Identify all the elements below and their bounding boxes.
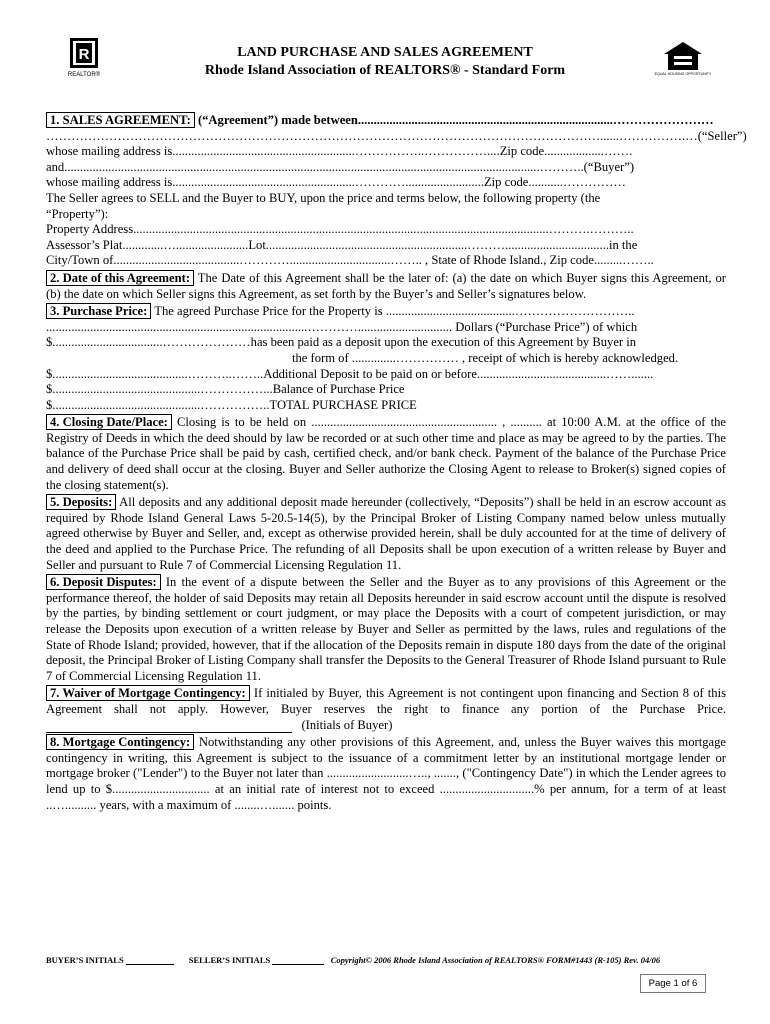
section-6-heading: 6. Deposit Disputes: — [46, 574, 161, 590]
section-5-heading: 5. Deposits: — [46, 494, 116, 510]
page-number: 1 — [673, 978, 679, 989]
section-5-text: All deposits and any additional deposit made hereunder (collectively, “Deposits”) shall be held in an escrow account as required by Rhode Island General Laws 5-20.5-14(5), by the Principal Broker of Listing Company named below unless mutually agreed otherwise by Buyer and Seller, and, except as otherwise provided herein, shall be duly accounted for at the time of delivery of the deed and applied to the Purchase Price. The refunding of all Deposits shall be upon execution of a written release by Buyer and Seller and pursuant to Rule 7 of Commercial Licensing Regulation 11. — [46, 495, 726, 572]
assessors-plat-field[interactable]: Assessor’s Plat.............….......................Lot................................................................……….................................in the — [46, 237, 638, 252]
section-7 — [46, 685, 726, 733]
additional-deposit-field[interactable]: $...........................................………..……..Additional Deposit to be paid on or before.........................................……....... — [46, 366, 654, 381]
equal-housing-logo-text: EQUAL HOUSING OPPORTUNITY — [654, 72, 712, 76]
property-address-field[interactable]: Property Address....................................................................................................................................……….……….. — [46, 222, 634, 237]
section-1-terms: The Seller agrees to SELL and the Buyer to BUY, upon the price and terms below, the following property (the — [46, 190, 601, 205]
document-subtitle: Rhode Island Association of REALTORS® - Standard Form — [204, 63, 566, 78]
section-2-heading: 2. Date of this Agreement: — [46, 270, 194, 286]
buyer-name-field[interactable]: and.......................................................................................................................................................………..(“Buyer”) — [46, 159, 635, 174]
balance-field[interactable]: $...............................................……………...Balance of Purchase Price — [46, 382, 405, 397]
section-4-heading: 4. Closing Date/Place: — [46, 414, 172, 430]
section-7-heading: 7. Waiver of Mortgage Contingency: — [46, 685, 250, 701]
section-8-text: Notwithstanding any other provisions of this Agreement, and, unless the Buyer waives this mortgage contingency in writing, this Agreement is subject to the issuance of a commitment letter by an institutional mortgage lender or mortgage broker ("Lender") to the Buyer not later than ..........................….., ......., ("Contingency Date") in which the Lender agrees to lend up to $............................... at an initial rate of interest not to exceed ..............................% per annum, for a term of at least ..….......... years, with a maximum of ........…....... points. — [46, 735, 726, 812]
deposit-amount-field[interactable]: $...................................…………………has been paid as a deposit upon the execution of this Agreement by Buyer in — [46, 335, 637, 350]
page-indicator — [640, 974, 706, 993]
city-town-field[interactable]: City/Town of........................................…………................................…….. , State of Rhode Island., Zip code.........…….. — [46, 253, 654, 268]
buyer-initials-waiver-field[interactable] — [46, 720, 292, 733]
section-8-heading: 8. Mortgage Contingency: — [46, 734, 194, 750]
initials-of-buyer-label: (Initials of Buyer) — [301, 717, 393, 732]
realtor-logo-text: REALTOR® — [67, 72, 101, 78]
section-2-text: The Date of this Agreement shall be the later of: (a) the date on which Buyer signs this Agreement, or (b) the date on which Seller signs this Agreement, as set forth by the Buyer’s and Seller’s signatures below. — [46, 270, 727, 301]
section-8 — [46, 734, 726, 813]
section-4-text: Closing is to be held on ........................................................... , .......... at 10:00 A.M. at the office of the Registry of Deeds in which the deed should by law be recorded or at such other time and place as may be agreed to by the parties. The balance of the Purchase Price shall be paid by cash, certified check, and/or bank check. Payment of the balance of the Purchase Price and delivery of deed shall occur at the closing. Buyer and Seller authorize the Closing Agent to release to Broker(s) signed copies of the closing statement(s). — [46, 415, 726, 492]
section-2 — [46, 270, 726, 302]
section-3-heading: 3. Purchase Price: — [46, 303, 151, 319]
copyright-notice: Copyright© 2006 Rhode Island Association of REALTORS® FORM#1443 (R-105) Rev. 04/06 — [330, 955, 661, 965]
deposit-form-field[interactable]: the form of ..............…………… , receipt of which is hereby acknowledged. — [292, 350, 679, 365]
section-1-text[interactable]: (“Agreement”) made between.................................................................................…………………… — [197, 113, 714, 127]
document-header — [0, 44, 770, 80]
total-price-field[interactable]: $...............................................……………..TOTAL PURCHASE PRICE — [46, 397, 417, 412]
page-footer — [46, 955, 736, 965]
seller-initials-field[interactable] — [272, 955, 324, 965]
seller-initials-label: SELLER’S INITIALS — [188, 955, 271, 965]
of-label: of — [681, 978, 690, 989]
section-1-heading: 1. SALES AGREEMENT: — [46, 112, 195, 128]
purchase-price-words-field[interactable]: ...................................................................................………….............................. Dollars (“Purchase Price”) of which — [46, 319, 638, 334]
section-6-text: In the event of a dispute between the Seller and the Buyer as to any provisions of this Agreement or the performance thereof, the holder of said Deposits may retain all Deposits hereunder in said escrow account until the dispute is resolved by the parties, by binding settlement or court judgment, or may place the Deposits with a court of competent jurisdiction, or may release the Deposits upon execution of a written release by Buyer and Seller as permitted by the laws, rules and regulations of the State of Rhode Island; provided, however, that if the allocation of the Deposits remain in dispute 180 days from the date of the original deposit, the Principal Broker of Listing Company shall transfer the Deposits to the General Treasurer of Rhode Island pursuant to Rule 7 of Commercial Licensing Regulation 11. — [46, 575, 726, 683]
page-total: 6 — [692, 978, 698, 989]
document-title: LAND PURCHASE AND SALES AGREEMENT — [237, 45, 533, 60]
agreement-body — [46, 112, 747, 813]
section-5 — [46, 494, 726, 573]
section-4 — [46, 414, 726, 493]
buyer-initials-label: BUYER’S INITIALS — [46, 955, 124, 965]
page-label: Page — [648, 978, 671, 989]
section-7-text: If initialed by Buyer, this Agreement is not contingent upon financing and Section 8 of this Agreement shall not apply. However, Buyer reserves the right to finance any portion of the Purchase Price. — [46, 686, 727, 716]
svg-text:R: R — [78, 46, 90, 63]
section-1-line-1 — [46, 112, 726, 129]
buyer-address-field[interactable]: whose mailing address is..........................................................………….........................Zip code...........…………… — [46, 175, 626, 190]
section-6 — [46, 574, 726, 684]
purchase-price-field[interactable]: The agreed Purchase Price for the Property is .........................................……………………….. — [154, 304, 635, 319]
buyer-initials-field[interactable] — [126, 955, 174, 965]
section-1-property-label: “Property”): — [46, 206, 109, 221]
seller-address-field[interactable]: whose mailing address is..........................................................……………..……………....Zip code...................……. — [46, 144, 633, 159]
seller-name-field[interactable]: ……………………………………………………………………………………………………………………......…………….…(“Seller”) — [46, 128, 747, 143]
section-3-line-1 — [46, 303, 726, 320]
